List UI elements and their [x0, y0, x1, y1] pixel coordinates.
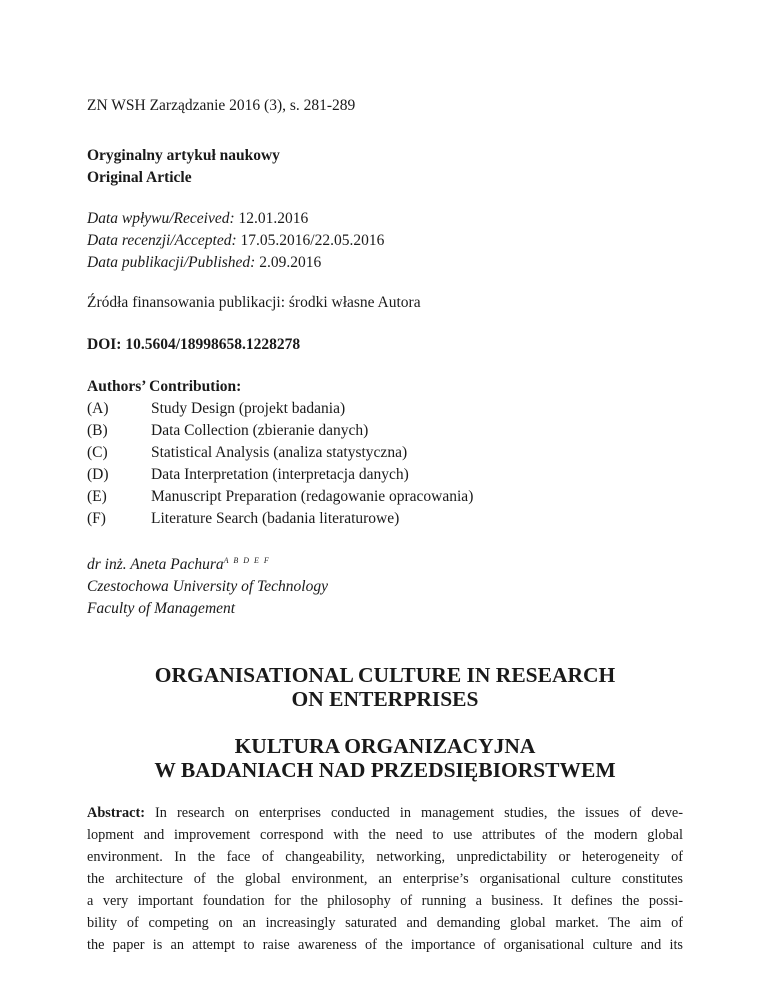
- contribution-text: Data Interpretation (interpretacja danych): [151, 466, 409, 483]
- abstract-line: the paper is an attempt to raise awareness of the importance of organisational culture and its: [87, 937, 683, 953]
- contribution-code: (A): [87, 400, 109, 417]
- author-block: [87, 550, 328, 620]
- abstract-line: lopment and improvement correspond with the need to use attributes of the modern global: [87, 827, 683, 843]
- date-accepted: [87, 230, 384, 252]
- contribution-code: (F): [87, 510, 106, 527]
- abstract-line: a very important foundation for the philosophy of running a business. It defines the possi-: [87, 893, 683, 909]
- contribution-heading: Authors’ Contribution:: [87, 378, 242, 395]
- title-polish-line: W BADANIACH NAD PRZEDSIĘBIORSTWEM: [154, 758, 616, 782]
- article-type-pl: Oryginalny artykuł naukowy: [87, 147, 280, 164]
- date-received-value: 12.01.2016: [238, 210, 309, 227]
- abstract-line: environment. In the face of changeability, networking, unpredictability or heterogeneity of: [87, 849, 683, 865]
- authors-contribution: [87, 376, 473, 530]
- contribution-code: (C): [87, 444, 108, 461]
- contribution-item: [87, 420, 473, 442]
- contribution-item: [87, 464, 473, 486]
- author-name: dr inż. Aneta Pachura: [87, 556, 224, 573]
- contribution-text: Manuscript Preparation (redagowanie opracowania): [151, 488, 474, 505]
- contribution-text: Study Design (projekt badania): [151, 400, 346, 417]
- date-received-label: Data wpływu/Received:: [87, 210, 235, 227]
- author-name-line: [87, 550, 328, 576]
- title-polish-line: KULTURA ORGANIZACYJNA: [234, 734, 536, 758]
- abstract: [87, 802, 683, 956]
- date-published: [87, 252, 321, 274]
- title-english-line: ORGANISATIONAL CULTURE IN RESEARCH: [154, 663, 616, 687]
- article-type-en: Original Article: [87, 169, 192, 186]
- contribution-item: [87, 442, 473, 464]
- author-affiliation-university: Czestochowa University of Technology: [87, 578, 328, 595]
- abstract-label: Abstract:: [87, 805, 145, 821]
- date-accepted-label: Data recenzji/Accepted:: [87, 232, 237, 249]
- contribution-code: (B): [87, 422, 108, 439]
- contribution-text: Statistical Analysis (analiza statystyczna): [151, 444, 408, 461]
- contribution-code: (D): [87, 466, 109, 483]
- title-english: [87, 663, 683, 711]
- title-english-line: ON ENTERPRISES: [291, 687, 479, 711]
- abstract-line: [87, 802, 683, 824]
- title-polish: [87, 734, 683, 782]
- contribution-item: [87, 486, 473, 508]
- contribution-text: Data Collection (zbieranie danych): [151, 422, 369, 439]
- date-published-label: Data publikacji/Published:: [87, 254, 256, 271]
- journal-reference: ZN WSH Zarządzanie 2016 (3), s. 281-289: [87, 97, 356, 114]
- author-contribution-letters: A B D E F: [223, 556, 271, 565]
- funding-source: Źródła finansowania publikacji: środki własne Autora: [87, 294, 421, 311]
- abstract-line: bility of competing on an increasingly saturated and demanding global market. The aim of: [87, 915, 683, 931]
- contribution-text: Literature Search (badania literaturowe): [151, 510, 400, 527]
- abstract-text: In research on enterprises conducted in management studies, the issues of deve-: [144, 805, 683, 821]
- date-published-value: 2.09.2016: [259, 254, 322, 271]
- date-received: [87, 208, 308, 230]
- author-affiliation-faculty: Faculty of Management: [87, 600, 236, 617]
- doi: DOI: 10.5604/18998658.1228278: [87, 336, 301, 353]
- contribution-item: [87, 508, 473, 530]
- contribution-code: (E): [87, 488, 107, 505]
- contribution-item: [87, 398, 473, 420]
- abstract-line: the architecture of the global environment, an enterprise’s organisational culture constitutes: [87, 871, 683, 887]
- date-accepted-value: 17.05.2016/22.05.2016: [240, 232, 385, 249]
